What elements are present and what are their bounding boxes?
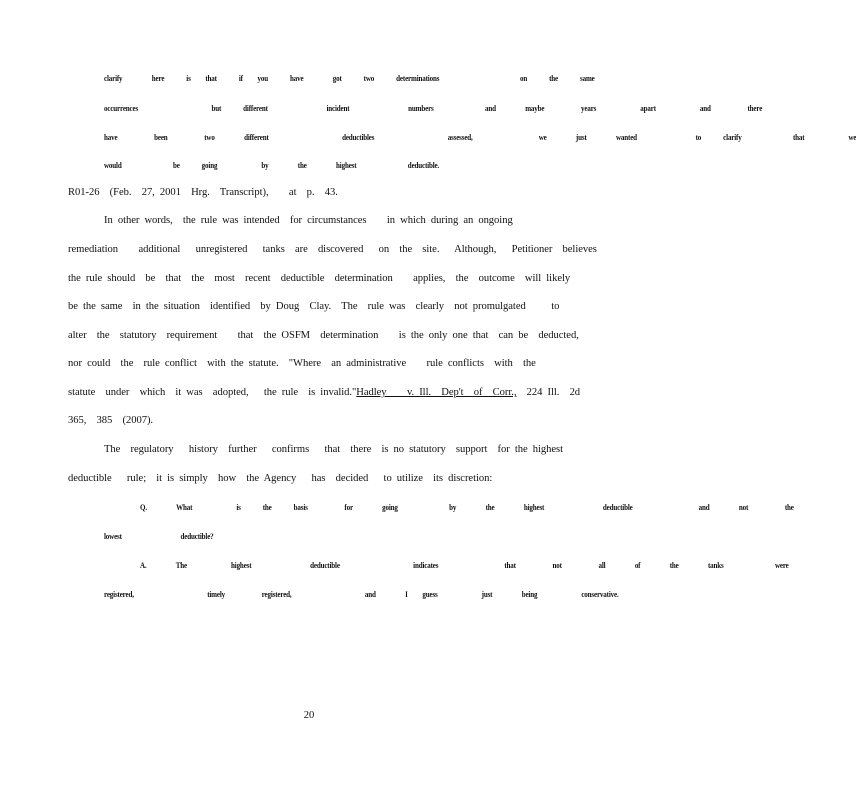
- page-number: 20: [303, 710, 315, 721]
- quote1-line-2: occurrences but different incident numbers and maybe years apart and there: [104, 103, 763, 113]
- quote2-line-1: Q. What is the basis for going by the highest deductible and not the: [140, 502, 794, 512]
- paragraph1-line-7: [68, 388, 580, 399]
- case-citation: Hadley v. Ill. Dep't of Corr.,: [356, 387, 517, 398]
- paragraph1-line-7-text: statute under which it was adopted, the rule is invalid.": [68, 387, 357, 398]
- case-citation-tail: 224 Ill. 2d: [516, 387, 581, 398]
- paragraph1-line-1: In other words, the rule was intended for circumstances in which during an ongoing: [104, 215, 513, 226]
- quote2-line-4: registered, timely registered, and I guess just being conservative.: [104, 589, 619, 599]
- quote2-line-3: A. The highest deductible indicates that not all of the tanks were: [140, 560, 789, 570]
- quote1-line-4: would be going by the highest deductible.: [104, 160, 440, 170]
- paragraph2-line-2: deductible rule; it is simply how the Agency has decided to utilize its discretion:: [68, 473, 493, 484]
- paragraph1-line-6: nor could the rule conflict with the statute. "Where an administrative rule conflicts with the: [68, 358, 536, 369]
- paragraph1-line-4: be the same in the situation identified by Doug Clay. The rule was clearly not promulgated to: [68, 301, 560, 312]
- paragraph1-line-8: 365, 385 (2007).: [68, 415, 154, 426]
- quote1-line-1: clarify here is that if you have got two determinations on the same: [104, 73, 595, 83]
- paragraph2-line-1: The regulatory history further confirms that there is no statutory support for the highest: [104, 444, 563, 455]
- paragraph1-line-2: remediation additional unregistered tanks are discovered on the site. Although, Petitioner believes: [68, 244, 597, 255]
- paragraph1-line-3: the rule should be that the most recent deductible determination applies, the outcome will likely: [68, 273, 571, 284]
- paragraph1-line-5: alter the statutory requirement that the OSFM determination is the only one that can be deducted,: [68, 330, 579, 341]
- quote2-line-2: lowest deductible?: [104, 531, 214, 541]
- citation-line: R01-26 (Feb. 27, 2001 Hrg. Transcript), at p. 43.: [68, 187, 338, 198]
- quote1-line-3: have been two different deductibles assessed, we just wanted to clarify that we: [104, 132, 856, 142]
